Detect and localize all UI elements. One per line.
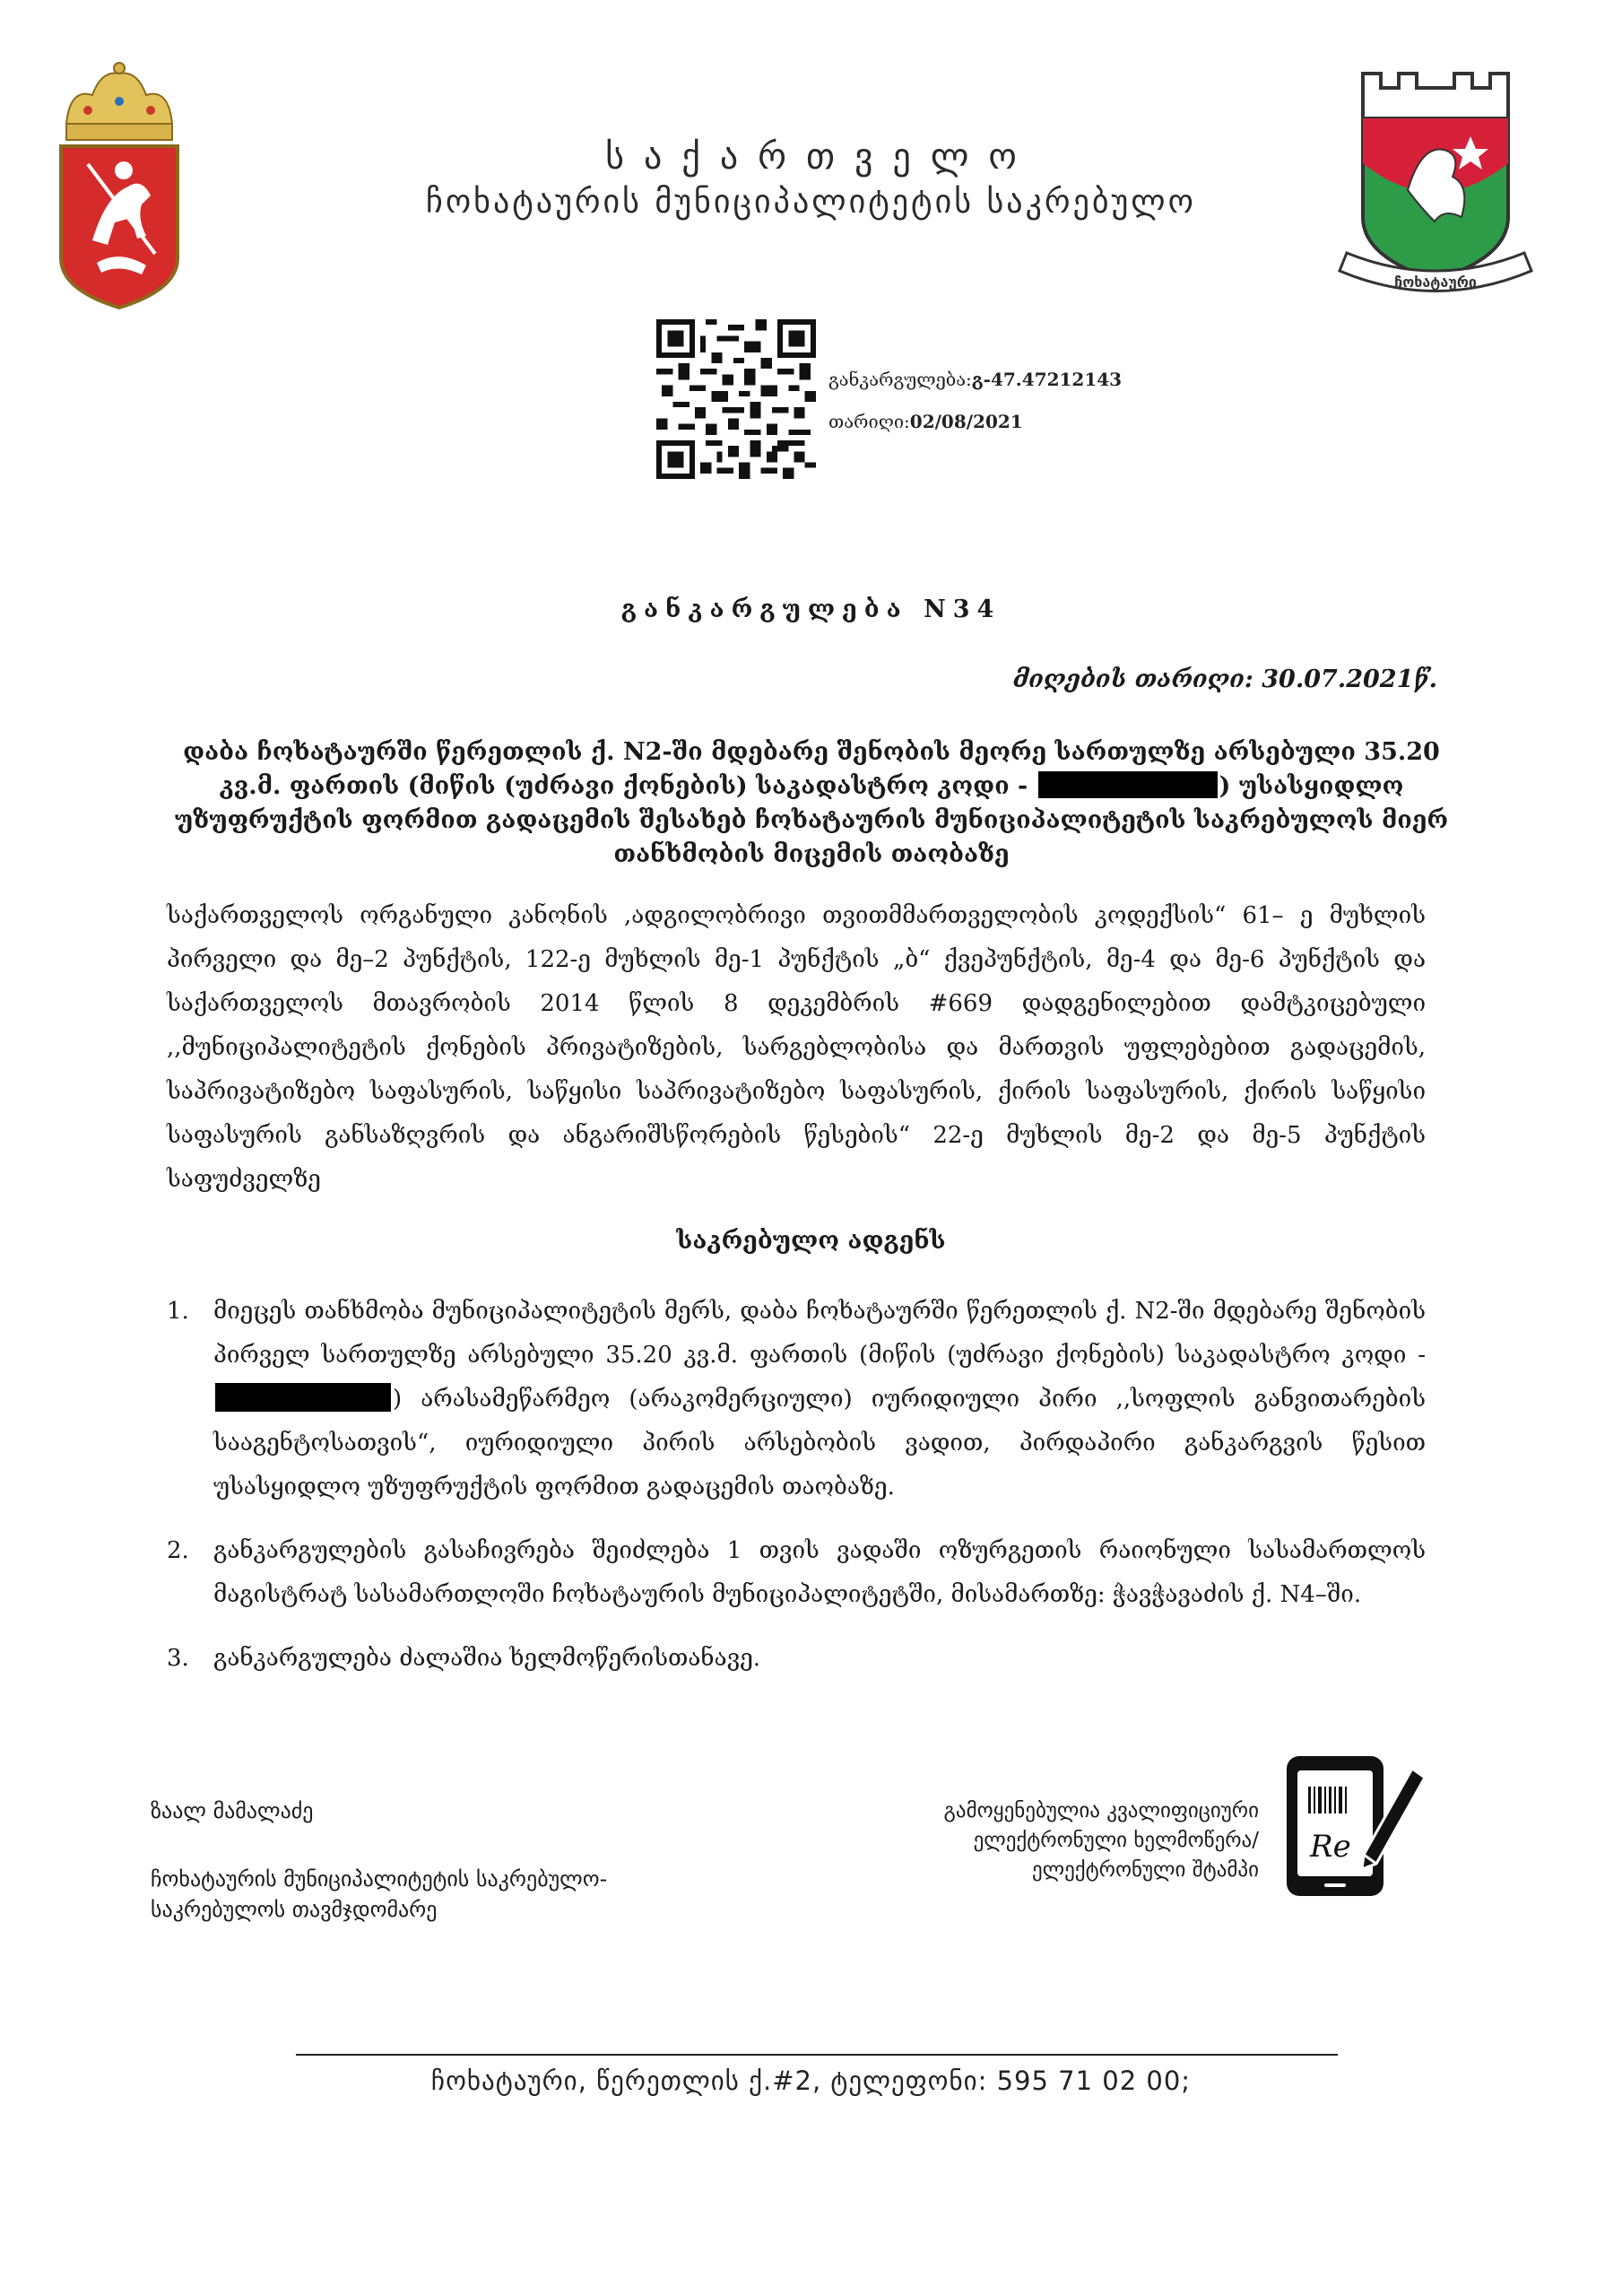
list-item-text: განკარგულების გასაჩივრება შეიძლება 1 თვის ვადაში ოზურგეთის რაიონული სასამართლოს მაგისტრატ სასამართლოში ჩოხატაურის მუნიციპალიტეტში, მისამართზე: ჭავჭავაძის ქ. N4–ში.	[213, 1537, 1426, 1608]
header-country: საქართველო	[605, 136, 1037, 178]
qr-code-icon	[656, 319, 816, 479]
subject-text-part2: ) უსასყიდლო უზუფრუქტის ფორმით გადაცემის შესახებ ჩოხატაურის მუნიციპალიტეტის საკრებულოს მიერ თანხმობის მიცემის თაობაზე	[174, 772, 1449, 868]
esig-line3: ელექტრონული შტამპი	[1031, 1858, 1259, 1882]
list-item	[167, 1529, 1426, 1617]
signatory-position-line1: ჩოხატაურის მუნიციპალიტეტის საკრებულო-	[151, 1866, 608, 1892]
ordinance-date-label: თარიღი:	[828, 411, 910, 432]
redacted-cadastral-code	[215, 1383, 391, 1412]
list-item-text: განკარგულება ძალაშია ხელმოწერისთანავე.	[213, 1645, 761, 1672]
footer-address: ჩოხატაური, წერეთლის ქ.#2, ტელეფონი: 595 71 02 00;	[430, 2066, 1192, 2096]
list-item-number: 2.	[167, 1537, 189, 1564]
ordinance-number-label: განკარგულება:	[828, 369, 972, 390]
ordinance-number-value: გ-47.47212143	[971, 369, 1123, 390]
list-item-number: 1.	[167, 1298, 189, 1325]
document-title: განკარგულება N34	[620, 596, 1002, 623]
ordinance-date-value: 02/08/2021	[909, 411, 1023, 432]
esig-line2: ელექტრონული ხელმოწერა/	[973, 1829, 1259, 1852]
signatory-position	[151, 1864, 724, 1925]
list-item-number: 3.	[167, 1645, 189, 1672]
electronic-signature-note	[944, 1796, 1259, 1885]
electronic-signature-icon	[1278, 1749, 1432, 1901]
list-item	[167, 1637, 1426, 1681]
footer-divider	[296, 2054, 1338, 2056]
resolution-items-list	[167, 1290, 1426, 1700]
subject-text-part1: დაბა ჩოხატაურში წერეთლის ქ. N2-ში მდებარე შენობის მეორე სართულზე არსებული 35.20 კვ.მ. ფართის (მიწის (უძრავი ქონების) საკადასტრო კოდი -	[183, 738, 1440, 800]
list-item	[167, 1290, 1426, 1509]
signatory-name: ზაალ მამალაძე	[151, 1798, 314, 1823]
adoption-date: მიღების თარიღი: 30.07.2021წ.	[1012, 665, 1437, 693]
redacted-cadastral-code	[1038, 771, 1218, 798]
resolves-heading: საკრებულო ადგენს	[676, 1227, 946, 1255]
signatory-position-line2: საკრებულოს თავმჯდომარე	[151, 1897, 438, 1922]
esig-line1: გამოყენებულია კვალიფიციური	[943, 1799, 1259, 1822]
list-item-text-part1: მიეცეს თანხმობა მუნიციპალიტეტის მერს, დაბა ჩოხატაურში წერეთლის ქ. N2-ში მდებარე შენობის პირველ სართულზე არსებული 35.20 კვ.მ. ფართის (მიწის (უძრავი ქონების) საკადასტრო კოდი -	[213, 1298, 1426, 1369]
chokhatauri-emblem-icon	[1336, 65, 1535, 312]
esig-icon-text: Re	[1310, 1829, 1351, 1865]
ordinance-date	[828, 411, 1023, 432]
emblem-ribbon-label: ჩოხატაური	[1394, 274, 1477, 291]
document-subject	[170, 735, 1453, 872]
ordinance-number	[828, 369, 1122, 390]
list-item-text-part2: ) არასამეწარმეო (არაკომერციული) იურიდიული პირი ,,სოფლის განვითარების სააგენტოსათვის“, იურიდიული პირის არსებობის ვადით, პირდაპირი განკარგვის წესით უსასყიდლო უზუფრუქტის ფორმით გადაცემის თაობაზე.	[213, 1386, 1426, 1500]
header-organization: ჩოხატაურის მუნიციპალიტეტის საკრებულო	[426, 184, 1196, 221]
preamble-paragraph: საქართველოს ორგანული კანონის ,ადგილობრივი თვითმმართველობის კოდექსის“ 61– ე მუხლის პირველი და მე–2 პუნქტის, 122-ე მუხლის მე-1 პუნქტის „ბ“ ქვეპუნქტის, მე-4 და მე-6 პუნქტის და საქართველოს მთავრობის 2014 წლის 8 დეკემბრის #669 დადგენილებით დამტკიცებული ,,მუნიციპალიტეტის ქონების პრივატიზების, სარგებლობისა და მართვის უფლებებით გადაცემის, საპრივატიზებო საფასურის, საწყისი საპრივატიზებო საფასურის, ქირის საფასურის, ქირის საწყისი საფასურის განსაზღვრის და ანგარიშსწორების წესების“ 22-ე მუხლის მე-2 და მე-5 პუნქტის საფუძველზე	[167, 902, 1426, 1193]
